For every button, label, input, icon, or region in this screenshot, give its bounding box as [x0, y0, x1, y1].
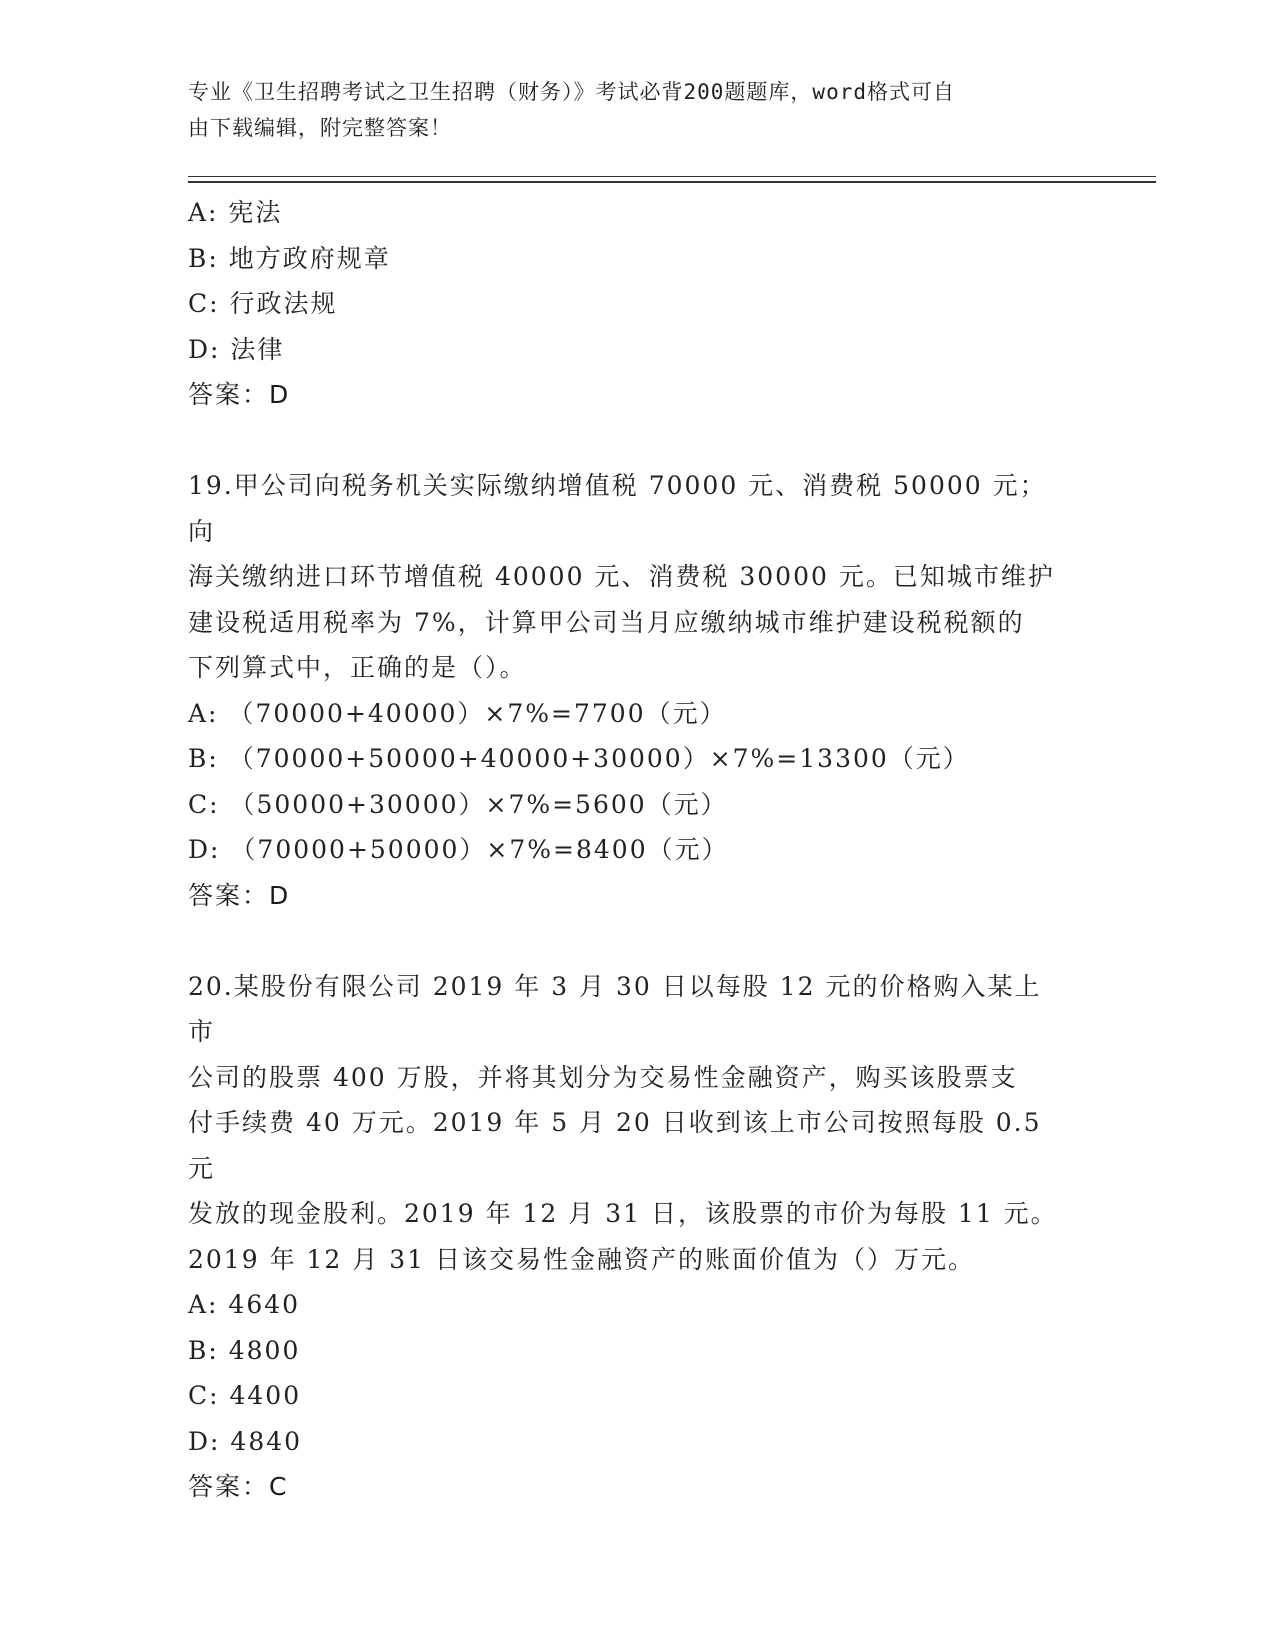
spacer [188, 418, 1088, 464]
header-line-1: 专业《卫生招聘考试之卫生招聘（财务）》考试必背200题题库，word格式可自 [188, 80, 955, 104]
spacer [188, 918, 1088, 964]
question-text-line: 19.甲公司向税务机关实际缴纳增值税 70000 元、消费税 50000 元；向 [188, 471, 1047, 546]
header-line-2: 由下载编辑，附完整答案！ [188, 116, 452, 140]
option-a: A: （70000+40000）×7%=7700（元） [188, 698, 727, 728]
answer-label: 答案：C [188, 1472, 289, 1501]
option-b: B: 4800 [188, 1335, 301, 1365]
option-b: B: 地方政府规章 [188, 243, 391, 273]
question-text-line: 建设税适用税率为 7%，计算甲公司当月应缴纳城市维护建设税税额的 [188, 607, 1025, 637]
header-divider-thick [188, 181, 1156, 183]
header-divider-thin [188, 176, 1156, 177]
question-text-line: 海关缴纳进口环节增值税 40000 元、消费税 30000 元。已知城市维护 [188, 562, 1055, 591]
option-c: C: （50000+30000）×7%=5600（元） [188, 789, 728, 819]
page-header [188, 74, 1068, 146]
option-b: B: （70000+50000+40000+30000）×7%=13300（元） [188, 744, 970, 773]
prev-question-block [188, 190, 1088, 418]
option-d: D: （70000+50000）×7%=8400（元） [188, 835, 729, 864]
question-20-text [188, 964, 1068, 1283]
question-20-block [188, 964, 1088, 1510]
question-19-block [188, 463, 1088, 918]
answer-label: 答案：D [188, 880, 291, 910]
option-a: A: 4640 [188, 1290, 301, 1319]
question-text-line: 付手续费 40 万元。2019 年 5 月 20 日收到该上市公司按照每股 0.5 元 [188, 1108, 1042, 1183]
question-text-line: 公司的股票 400 万股，并将其划分为交易性金融资产，购买该股票支 [188, 1062, 1018, 1092]
answer-label: 答案：D [188, 380, 291, 409]
option-d: D: 4840 [188, 1426, 303, 1456]
question-text-line: 发放的现金股利。2019 年 12 月 31 日，该股票的市价为每股 11 元。 [188, 1199, 1058, 1228]
question-text-line: 20.某股份有限公司 2019 年 3 月 30 日以每股 12 元的价格购入某上市 [188, 971, 1042, 1046]
question-text-line: 下列算式中，正确的是（）。 [188, 653, 527, 682]
question-text-line: 2019 年 12 月 31 日该交易性金融资产的账面价值为（）万元。 [188, 1244, 975, 1274]
option-c: C: 4400 [188, 1381, 302, 1410]
option-d: D: 法律 [188, 334, 285, 364]
question-19-text [188, 463, 1068, 691]
question-content [188, 190, 1088, 1510]
option-c: C: 行政法规 [188, 289, 338, 318]
option-a: A: 宪法 [188, 198, 283, 227]
